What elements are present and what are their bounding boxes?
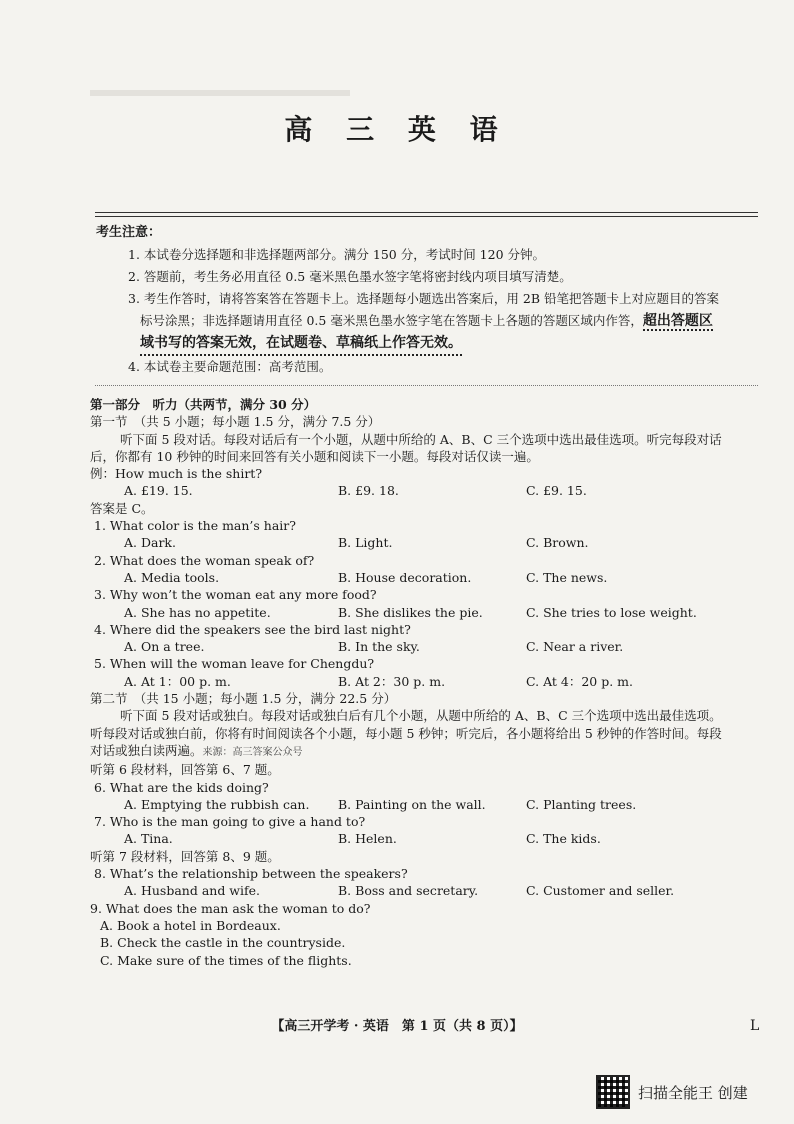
section2-instruction-1: 听下面 5 段对话或独白。每段对话或独白后有几个小题，从题中所给的 A、B、C 三个选项中选出最佳选项。 xyxy=(120,708,722,724)
page-title: 高 三 英 语 xyxy=(284,113,510,146)
option-b: B. She dislikes the pie. xyxy=(338,604,483,620)
scanner-text: 扫描全能王 创建 xyxy=(638,1083,748,1102)
question-8-options xyxy=(90,882,770,899)
option-c: C. Planting trees. xyxy=(526,796,637,812)
notice-item-3 xyxy=(96,288,764,356)
notice-item-3-line2 xyxy=(128,310,764,332)
question-9: 9. What does the man ask the woman to do? xyxy=(90,900,371,916)
notice-emphasis-2: 域书写的答案无效，在试题卷、草稿纸上作答无效。 xyxy=(140,332,462,356)
material-7-heading: 听第 7 段材料，回答第 8、9 题。 xyxy=(90,848,280,864)
section1-heading: 第一节 （共 5 小题；每小题 1.5 分，满分 7.5 分） xyxy=(90,414,381,430)
notice-block xyxy=(96,222,764,378)
section1-instruction-1: 听下面 5 段对话。每段对话后有一个小题，从题中所给的 A、B、C 三个选项中选出最佳选项。听完每段对话 xyxy=(120,431,722,447)
scanner-watermark xyxy=(596,1075,748,1109)
notice-item-4: 4. 本试卷主要命题范围：高考范围。 xyxy=(128,359,332,374)
section2-heading: 第二节 （共 15 小题；每小题 1.5 分，满分 22.5 分） xyxy=(90,691,397,707)
question-8: 8. What’s the relationship between the speakers? xyxy=(94,866,408,882)
notice-heading: 考生注意： xyxy=(96,225,162,240)
question-3-options xyxy=(90,604,770,621)
option-a: A. At 1：00 p. m. xyxy=(124,673,231,689)
notice-emphasis-1: 超出答题区 xyxy=(642,313,713,329)
question-7: 7. Who is the man going to give a hand to? xyxy=(94,814,366,830)
question-9-option-c: C. Make sure of the times of the flights. xyxy=(100,952,352,968)
part1-heading: 第一部分 听力（共两节，满分 30 分） xyxy=(90,397,317,412)
notice-divider xyxy=(95,385,758,386)
question-4-options xyxy=(90,638,770,655)
option-a: A. £19. 15. xyxy=(124,483,193,499)
material-6-heading: 听第 6 段材料，回答第 6、7 题。 xyxy=(90,762,280,778)
option-c: C. The news. xyxy=(526,569,608,585)
option-b: B. In the sky. xyxy=(338,639,420,655)
option-c: C. Brown. xyxy=(526,535,589,551)
top-rule xyxy=(95,212,758,213)
question-5-options xyxy=(90,673,770,690)
option-c: C. The kids. xyxy=(526,831,601,847)
question-5: 5. When will the woman leave for Chengdu? xyxy=(94,656,375,672)
option-b: B. Painting on the wall. xyxy=(338,796,486,812)
option-a: A. Tina. xyxy=(124,831,173,847)
notice-item-3-text: 标号涂黑；非选择题请用直径 0.5 毫米黑色墨水签字笔在答题卡上各题的答题区域内作答， xyxy=(140,313,643,328)
option-b: B. Light. xyxy=(338,535,393,551)
qr-code-icon xyxy=(596,1075,630,1109)
section2-instruction-3 xyxy=(90,742,770,761)
question-2-options xyxy=(90,569,770,586)
option-c: C. £9. 15. xyxy=(526,483,587,499)
question-9-option-b: B. Check the castle in the countryside. xyxy=(100,935,346,951)
page-footer: 【高三开学考 · 英语 第 1 页（共 8 页）】 xyxy=(271,1019,523,1034)
section1-instruction-2: 后，你都有 10 秒钟的时间来回答有关小题和阅读下一小题。每段对话仅读一遍。 xyxy=(90,448,539,464)
notice-item-2: 2. 答题前，考生务必用直径 0.5 毫米黑色墨水签字笔将密封线内项目填写清楚。 xyxy=(128,269,572,284)
section2-instruction-2: 听每段对话或独白前，你将有时间阅读各个小题，每小题 5 秒钟；听完后，各小题将给出 5 秒钟的作答时间。每段 xyxy=(90,725,722,741)
example-answer: 答案是 C。 xyxy=(90,500,154,516)
section2-instruction-3-text: 对话或独白读两遍。 xyxy=(90,742,203,758)
option-a: A. Dark. xyxy=(124,535,176,551)
option-c: C. At 4：20 p. m. xyxy=(526,673,633,689)
question-3: 3. Why won’t the woman eat any more food? xyxy=(94,587,377,603)
option-a: A. Husband and wife. xyxy=(124,883,260,899)
question-1-options xyxy=(90,534,770,551)
option-c: C. Customer and seller. xyxy=(526,883,675,899)
option-a: A. On a tree. xyxy=(124,639,205,655)
question-6: 6. What are the kids doing? xyxy=(94,779,269,795)
notice-item-1: 1. 本试卷分选择题和非选择题两部分。满分 150 分，考试时间 120 分钟。 xyxy=(128,247,546,262)
option-b: B. Boss and secretary. xyxy=(338,883,479,899)
question-4: 4. Where did the speakers see the bird last night? xyxy=(94,621,411,637)
faint-header-marks xyxy=(90,90,350,96)
notice-item-3-line1: 3. 考生作答时，请将答案答在答题卡上。选择题每小题选出答案后，用 2B 铅笔把答题卡上对应题目的答案 xyxy=(128,291,719,306)
source-note: 来源：高三答案公众号 xyxy=(202,746,303,758)
option-a: A. Media tools. xyxy=(124,569,220,585)
question-6-options xyxy=(90,796,770,813)
listening-section xyxy=(90,396,770,969)
question-9-option-a: A. Book a hotel in Bordeaux. xyxy=(100,917,281,933)
option-a: A. She has no appetite. xyxy=(124,604,271,620)
option-c: C. Near a river. xyxy=(526,639,624,655)
option-b: B. £9. 18. xyxy=(338,483,399,499)
option-c: C. She tries to lose weight. xyxy=(526,604,697,620)
example-question: 例：How much is the shirt? xyxy=(90,466,263,482)
corner-mark: L xyxy=(750,1018,760,1034)
top-rule-thin xyxy=(95,216,758,217)
option-b: B. Helen. xyxy=(338,831,397,847)
option-a: A. Emptying the rubbish can. xyxy=(124,796,310,812)
question-7-options xyxy=(90,830,770,847)
example-options xyxy=(90,482,770,499)
question-1: 1. What color is the man’s hair? xyxy=(94,518,296,534)
option-b: B. House decoration. xyxy=(338,569,472,585)
question-2: 2. What does the woman speak of? xyxy=(94,552,315,568)
option-b: B. At 2：30 p. m. xyxy=(338,673,446,689)
